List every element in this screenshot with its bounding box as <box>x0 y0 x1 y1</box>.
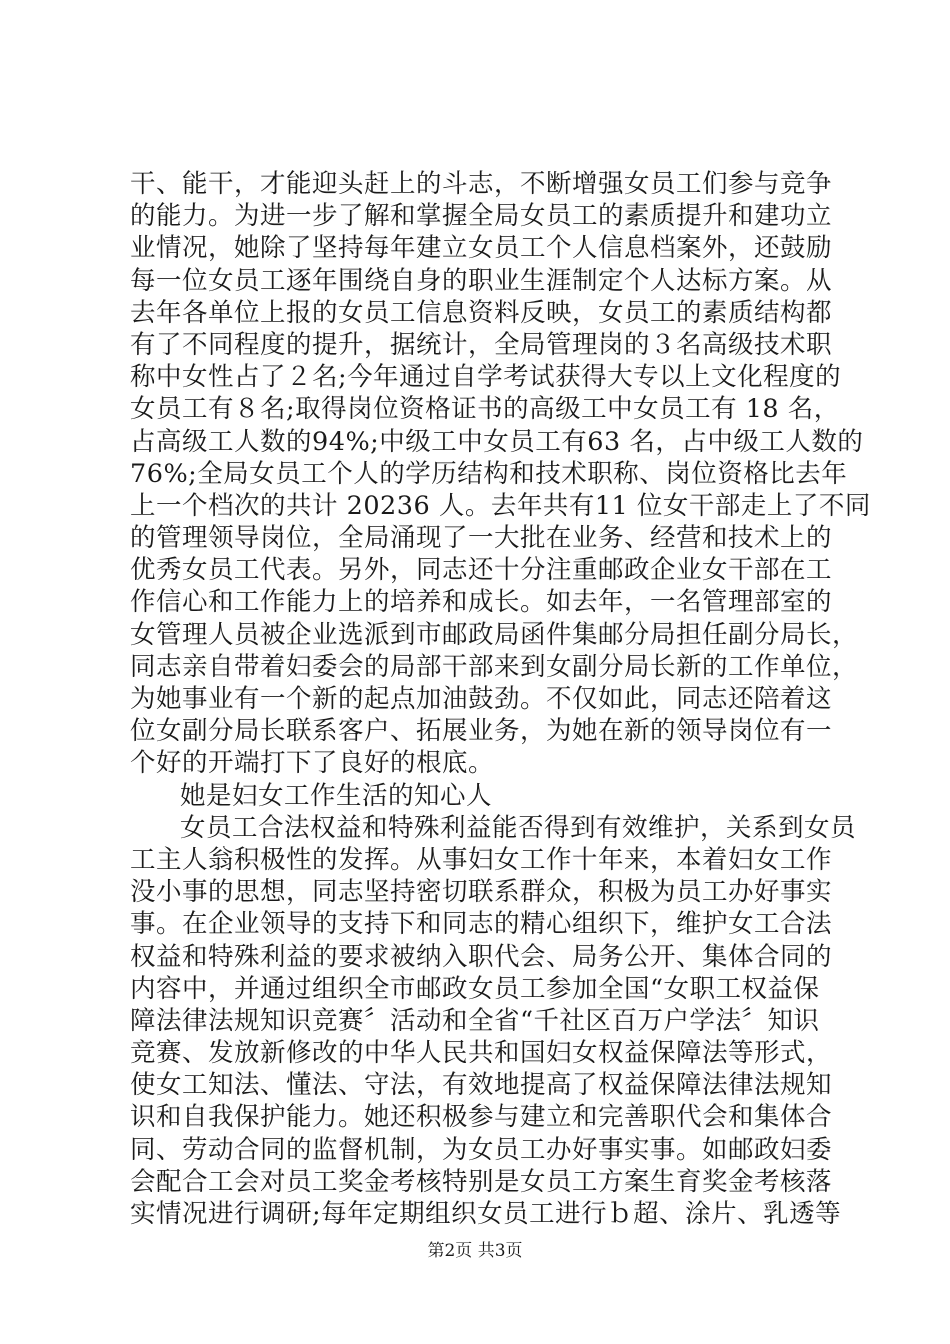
text-line: 称中女性占了２名;今年通过自学考试获得大专以上文化程度的 <box>130 362 842 393</box>
text-line: 同、劳动合同的监督机制，为女员工办好事实事。如邮政妇委 <box>130 1134 833 1165</box>
text-line: 为她事业有一个新的起点加油鼓劲。不仅如此，同志还陪着这 <box>130 684 833 714</box>
text-line: 同志亲自带着妇委会的局部干部来到女副分局长新的工作单位， <box>130 651 859 682</box>
text-line: 每一位女员工逐年围绕自身的职业生涯制定个人达标方案。从 <box>130 265 833 296</box>
section-heading: 她是妇女工作生活的知心人 <box>180 780 493 811</box>
text-line: 的能力。为进一步了解和掌握全局女员工的素质提升和建功立 <box>130 201 833 232</box>
page-footer <box>0 1240 950 1262</box>
text-line: 去年各单位上报的女员工信息资料反映，女员工的素质结构都 <box>130 297 833 328</box>
text-line: 女员工有８名;取得岗位资格证书的高级工中女员工有 18 名， <box>130 394 840 425</box>
page-number: 第2页 共3页 <box>427 1241 523 1261</box>
text-line: 作信心和工作能力上的培养和成长。如去年，一名管理部室的 <box>130 587 833 618</box>
text-line: 上一个档次的共计 20236 人。去年共有11 位女干部走上了不同 <box>130 490 871 521</box>
text-line: 会配合工会对员工奖金考核特别是女员工方案生育奖金考核落 <box>130 1166 833 1197</box>
text-line: 内容中，并通过组织全市邮政女员工参加全国“女职工权益保 <box>130 973 820 1004</box>
body-text <box>130 168 871 1230</box>
text-line: 女管理人员被企业选派到市邮政局函件集邮分局担任副分局长， <box>130 619 859 650</box>
text-line: 的管理领导岗位，全局涌现了一大批在业务、经营和技术上的 <box>130 523 833 554</box>
text-line: 有了不同程度的提升，据统计，全局管理岗的３名高级技术职 <box>130 329 833 360</box>
text-line: 事。在企业领导的支持下和同志的精心组织下，维护女工合法 <box>130 909 833 940</box>
text-line: 个好的开端打下了良好的根底。 <box>130 748 495 779</box>
text-line: 没小事的思想，同志坚持密切联系群众，积极为员工办好事实 <box>130 877 833 908</box>
text-line: 76%;全局女员工个人的学历结构和技术职称、岗位资格比去年 <box>130 458 848 489</box>
text-line: 优秀女员工代表。另外，同志还十分注重邮政企业女干部在工 <box>130 555 833 586</box>
text-line: 实情况进行调研;每年定期组织女员工进行ｂ超、涂片、乳透等 <box>130 1199 842 1229</box>
text-line: 竞赛、发放新修改的中华人民共和国妇女权益保障法等形式， <box>130 1038 833 1069</box>
text-line: 干、能干，才能迎头赶上的斗志，不断增强女员工们参与竞争 <box>130 169 833 199</box>
text-line: 工主人翁积极性的发挥。从事妇女工作十年来，本着妇女工作 <box>130 844 833 875</box>
text-line: 业情况，她除了坚持每年建立女员工个人信息档案外，还鼓励 <box>130 233 833 264</box>
text-line: 识和自我保护能力。她还积极参与建立和完善职代会和集体合 <box>130 1102 833 1133</box>
text-line: 障法律法规知识竞赛〞活动和全省“千社区百万户学法〞知识 <box>130 1005 820 1036</box>
text-line: 使女工知法、懂法、守法，有效地提高了权益保障法律法规知 <box>130 1070 833 1101</box>
text-line: 占高级工人数的94%;中级工中女员工有63 名，占中级工人数的 <box>130 426 864 457</box>
text-line: 权益和特殊利益的要求被纳入职代会、局务公开、集体合同的 <box>130 941 833 972</box>
text-line: 位女副分局长联系客户、拓展业务，为她在新的领导岗位有一 <box>130 716 833 747</box>
paragraph-first-line: 女员工合法权益和特殊利益能否得到有效维护，关系到女员 <box>180 812 857 843</box>
